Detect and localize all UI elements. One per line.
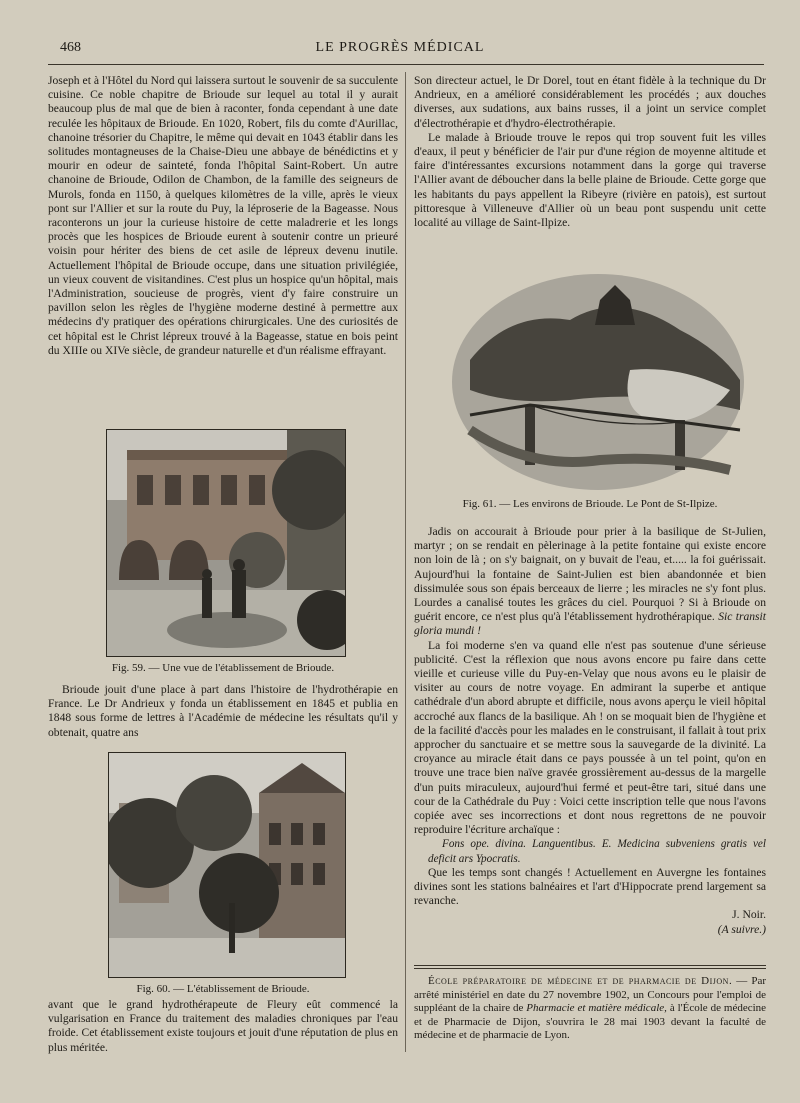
page-number: 468 — [60, 40, 81, 55]
right-column-top — [414, 74, 766, 230]
right-column-body — [414, 525, 766, 937]
notice-text-2: à l'École de médecine et de Pharmacie de Dijon, s'ouvrira le 28 mai 1903 devant la faculté de médecine et de pharmacie de Lyon. — [414, 1002, 767, 1042]
figure-61-caption: Fig. 61. — Les environs de Brioude. Le Pont de St-Ilpize. — [462, 498, 718, 510]
right-paragraph-3-text: Jadis on accourait à Brioude pour prier à la basilique de St-Julien, martyr ; on se rendait en pèlerinage à la petite fontaine qui existe encore non loin de là ; on s'y baignait, on y buvait de l'eau, et..... la foi guérissait. Aujourd'hui la fontaine de Saint-Julien est bien abandonnée et bien dissimulée sous son épais berceaux de lierre ; les miracles ne s'y font plus. Lourdes a canalisé toutes les grâces du ciel. Pourquoi ? Si à Brioude on guérit encore, ce n'est plus qu'à l'établissement hydrothérapique. — [414, 525, 766, 624]
figure-60-photo — [108, 752, 346, 978]
notice-block — [414, 975, 766, 1043]
latin-phrase: Sic transit gloria mundi ! — [414, 610, 767, 638]
figure-59-caption: Fig. 59. — Une vue de l'établissement de Brioude. — [111, 662, 335, 674]
left-column-middle — [48, 683, 398, 740]
notice-rule-top — [414, 965, 766, 966]
left-paragraph-1: Joseph et à l'Hôtel du Nord qui laissera surtout le souvenir de sa succulente cuisine. Ce noble chapitre de Brioude sur lequel au total il y aurait beaucoup plus de mal que de bien à raconter, fonda cependant à une date reculée les hôpitaux de Brioude. En 1020, Robert, fils du comte d'Aurillac, chanoine trésorier du Chapitre, le même qui devait en 1043 établir dans les solitudes montagneuses de la Chaise-Dieu une abbaye de bénédictins et y mourir en odeur de sainteté, fonda l'hôpital Saint-Robert. Un autre chanoine de Brioude, Odilon de Chambon, de la famille des seigneurs de Murols, fonda en 1150, à quelques kilomètres de la ville, après le vieux pont sur l'Allier et sur la route du Puy, la léproserie de la Bageasse. Nous raconterons un jour la curieuse histoire de cette maladrerie et les longs procès que les hospices de Brioude eurent à soutenir contre un prieuré voisin pour hériter des biens de cet asile de lépreux devenu inutile. Actuellement l'hôpital de Brioude occupe, dans une situation privilégiée, un vieux couvent de visitandines. C'est plus un hospice qu'un hôpital, mais l'Administration, soucieuse de progrès, vient d'y faire construire un pavillon selon les règles de l'hygiène moderne destiné à permettre aux médecins d'y pratiquer des opérations chirurgicales. Une des curiosités de cet hôpital est le Christ lépreux trouvé à la Bageasse, statue en bois peint du XIIIe ou XIVe siècle, de grandeur naturelle et d'un réalisme effrayant. — [48, 74, 398, 357]
running-title: LE PROGRÈS MÉDICAL — [315, 40, 485, 55]
author-signature: J. Noir. — [732, 908, 766, 922]
column-divider — [405, 72, 406, 1052]
notice-rule-bottom — [414, 968, 766, 969]
left-paragraph-3: avant que le grand hydrothérapeute de Fleury eût commencé la vulgarisation en France du traitement des maladies chroniques par l'eau froide. Cet établissement existe toujours et jouit d'une réputation de plus en plus méritée. — [48, 998, 398, 1054]
right-paragraph-3 — [414, 525, 766, 639]
right-paragraph-5: Que les temps sont changés ! Actuellement en Auvergne les fontaines divines sont les stations balnéaires et l'art d'Hippocrate prend largement sa revanche. — [414, 865, 766, 908]
notice-text: — Par arrêté ministériel en date du 27 novembre 1902, un Concours pour l'emploi de suppléant de la chaire de — [414, 975, 767, 1015]
notice-chair: Pharmacie et matière médicale, — [526, 1002, 667, 1015]
notice-paragraph — [414, 975, 766, 1043]
right-paragraph-2: Le malade à Brioude trouve le repos qui trop souvent fuit les villes d'eaux, il peut y bénéficier de l'air pur d'une région de moyenne altitude et faire d'intéressantes excursions notamment dans la gorge qui traverse l'Allier avant de déboucher dans la belle plaine de Brioude. Cette gorge que les habitants du pays appellent la Ribeyre (rivière en patois), est surtout pittoresque à Villeneuve d'Allier où un beau pont suspendu unit cette localité au village de Saint-Ilpize. — [414, 130, 766, 230]
left-paragraph-2: Brioude jouit d'une place à part dans l'histoire de l'hydrothérapie en France. Le Dr Andrieux y fonda un établissement en 1845 et publia en 1848 sous forme de lettres à l'Académie de médecine les résultats qu'il y obtenait, quatre ans — [48, 683, 398, 739]
right-paragraph-1: Son directeur actuel, le Dr Dorel, tout en étant fidèle à la technique du Dr Andrieux, en a amélioré considérablement les procédés ; aux douches diverses, aux sudations, aux bains russes, il a joint un service complet d'électrothérapie et d'hydro-électrothérapie. — [414, 74, 766, 130]
left-column-end — [48, 998, 398, 1055]
continued-note: (A suivre.) — [717, 922, 766, 936]
figure-60-caption: Fig. 60. — L'établissement de Brioude. — [136, 983, 310, 995]
left-column-intro — [48, 74, 398, 358]
header-rule — [48, 64, 764, 65]
page-header — [0, 0, 800, 60]
notice-title: École préparatoire de médecine et de pharmacie de Dijon. — [428, 975, 733, 987]
figure-59-photo — [106, 429, 346, 657]
figure-61-engraving — [450, 270, 746, 492]
latin-inscription: Fons ope. divina. Languentibus. E. Medicina subveniens gratis vel deficit ars Ypocratis. — [428, 838, 766, 865]
right-paragraph-4: La foi moderne s'en va quand elle n'est pas soutenue d'une sérieuse publicité. C'est la réflexion que nous avons encore pu faire dans cette vieille et curieuse ville du Puy-en-Velay que nous avons eu le plaisir de visiter au cours de notre voyage. En admirant la superbe et antique cathédrale d'un abord abrupte et difficile, nous avons aperçu le vieil hôpital accroché aux flancs de la basilique. Ah ! on se moquait bien de l'hygiène et de la facilité d'accès pour les malades en le construisant, il fallait à tout prix approcher du sanctuaire et se mettre sous la sauvegarde de la divinité. La croyance au miracle était dans ce pays poussée à un tel point, qu'on en trouve une trace bien naïve gravée grossièrement au-dessus de la margelle d'un puits miraculeux, aujourd'hui fermé et peut-être tari, situé dans une cour de la Cathédrale du Puy : Voici cette inscription telle que nous l'avons copiée avec ses incorrections et dont nous regrettons de ne pouvoir reproduire l'écriture archaïque : — [414, 638, 766, 837]
